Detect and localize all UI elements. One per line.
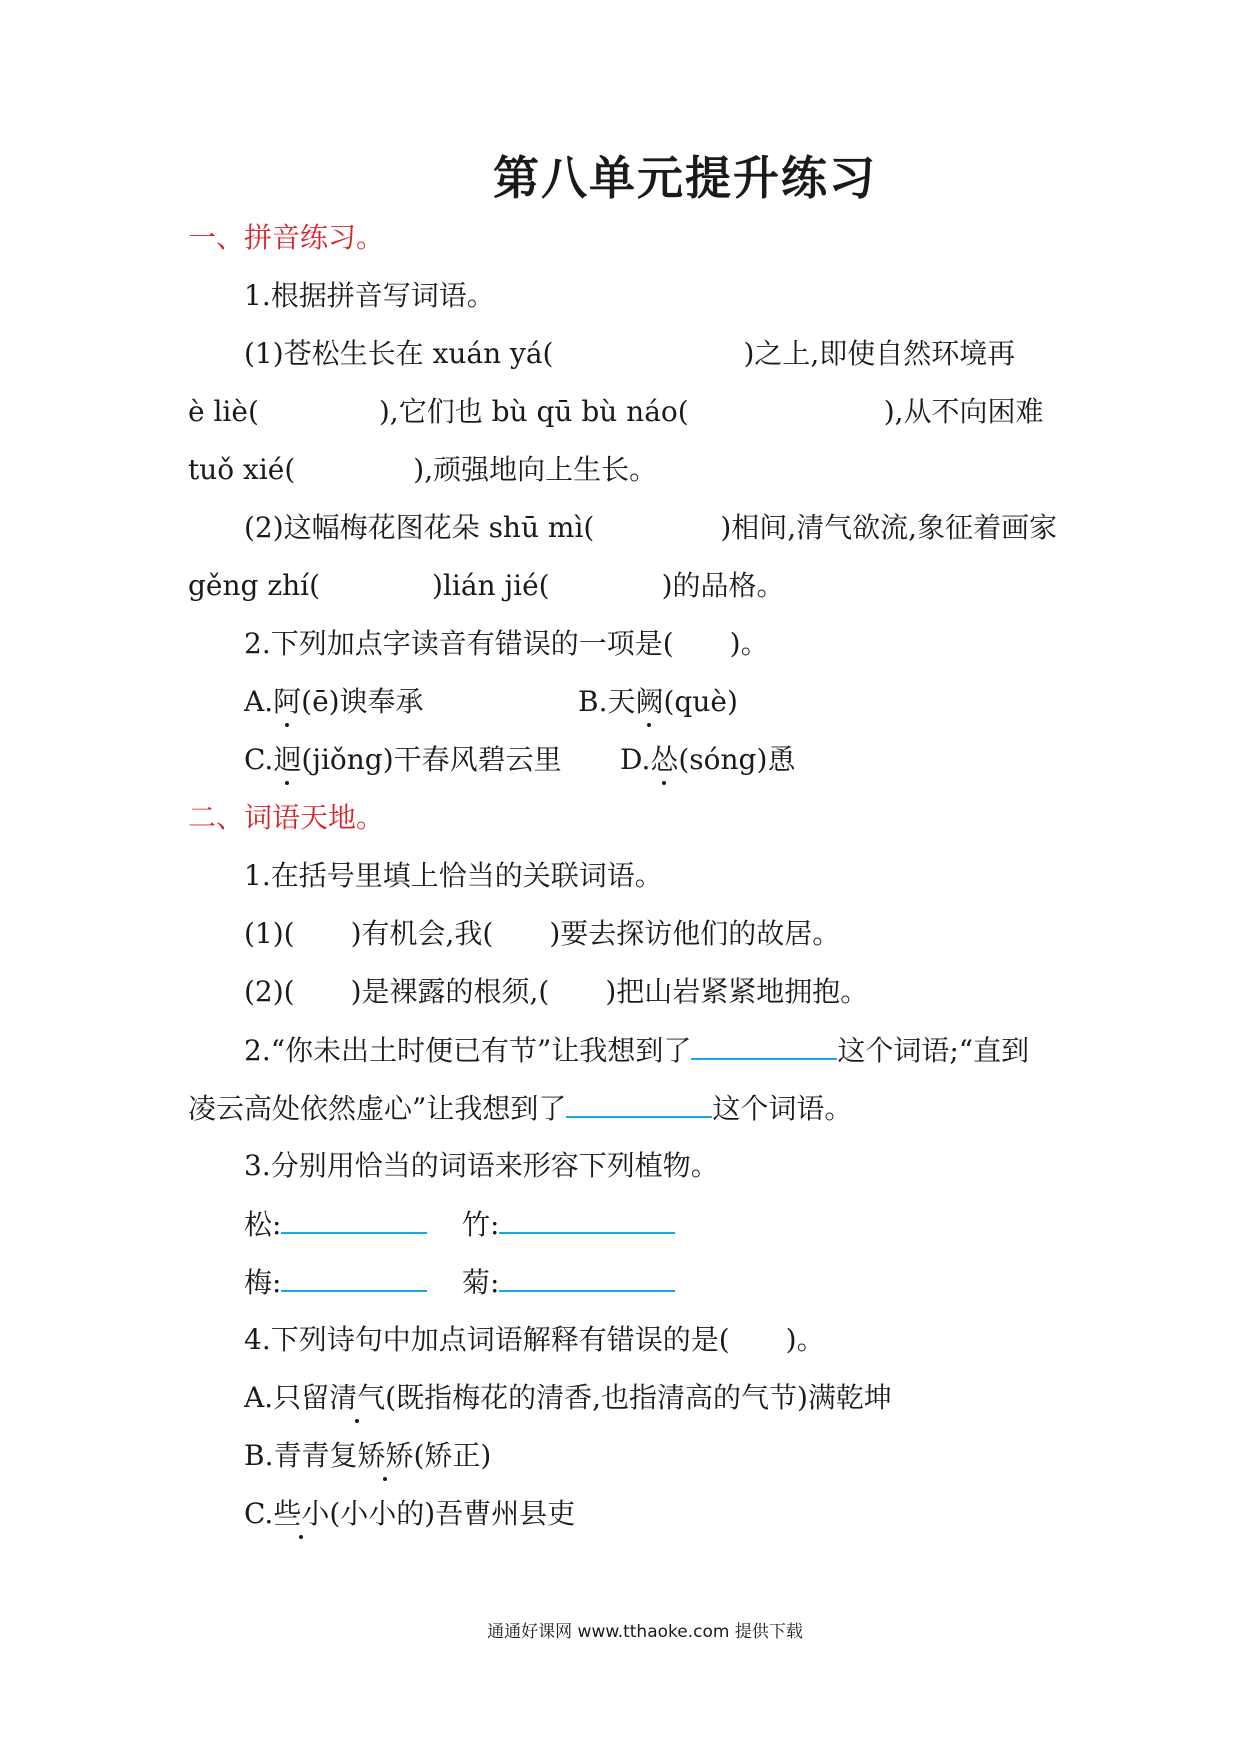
question-line: [244, 916, 840, 952]
question-text: ),从不向困难: [883, 395, 1044, 428]
question-text: 4.下列诗句中加点词语解释有错误的是(: [244, 1323, 730, 1356]
question-text: )相间,清气欲流,象征着画家: [720, 511, 1058, 544]
question-text: gěng zhí(: [188, 569, 321, 602]
dotted-word: [329, 1381, 385, 1414]
fill-bamboo: [462, 1206, 675, 1243]
question-text: 这个词语;“直到: [837, 1034, 1030, 1067]
option-label: C.: [244, 743, 274, 776]
question-text: è liè(: [188, 395, 259, 428]
plant-label: 竹:: [462, 1208, 500, 1241]
plant-label: 菊:: [462, 1266, 500, 1299]
dotted-char: 矫矫: [357, 1439, 414, 1472]
option-text: (què): [663, 685, 738, 718]
dotted-char: 阿: [273, 685, 302, 718]
option-text: (既指梅花的清香,也指清高的气节)满乾坤: [385, 1381, 892, 1414]
answer-line[interactable]: [499, 1206, 675, 1234]
question-line: [244, 1032, 1029, 1069]
dotted-char: 阙: [635, 685, 664, 718]
question-stem: [244, 1148, 719, 1184]
question-text: )的品格。: [661, 569, 785, 602]
question-text: (2)这幅梅花图花朵 shū mì(: [244, 511, 595, 544]
question-stem: [244, 626, 769, 662]
dotted-char: 怂: [650, 743, 679, 776]
question-text: (1)(: [244, 917, 295, 950]
question-text: )。: [729, 627, 769, 660]
question-text: )有机会,我(: [350, 917, 494, 950]
option-text: (ē)谀奉承: [301, 685, 424, 718]
option-c: [244, 1496, 575, 1532]
dotted-char: 些小: [273, 1497, 330, 1530]
question-text: 2.“你未出土时便已有节”让我想到了: [244, 1034, 692, 1067]
question-line: [188, 1090, 852, 1127]
option-a: [244, 684, 424, 720]
section-heading-words: 二、词语天地。: [188, 801, 385, 834]
option-b: [244, 1438, 491, 1474]
question-text: )要去探访他们的故居。: [549, 917, 841, 950]
answer-line[interactable]: [281, 1206, 427, 1234]
question-text: 1.根据拼音写词语。: [244, 279, 495, 312]
question-text: (1)苍松生长在 xuán yá(: [244, 337, 554, 370]
footer-credit: 通通好课网 www.tthaoke.com 提供下载: [487, 1622, 803, 1642]
question-text: )lián jié(: [432, 569, 550, 602]
option-c: [244, 742, 562, 778]
fill-plum: [244, 1264, 427, 1301]
plant-label: 松:: [244, 1208, 282, 1241]
option-b: [578, 684, 738, 720]
question-text: 这个词语。: [712, 1092, 853, 1125]
option-label: A.只留: [244, 1381, 330, 1414]
question-text: 2.下列加点字读音有错误的一项是(: [244, 627, 674, 660]
option-label: D.: [620, 743, 651, 776]
section-heading-pinyin: 一、拼音练习。: [188, 221, 385, 254]
question-stem: [244, 1322, 825, 1358]
question-text: 3.分别用恰当的词语来形容下列植物。: [244, 1149, 719, 1182]
answer-line[interactable]: [691, 1032, 837, 1060]
question-text: tuǒ xié(: [188, 453, 296, 486]
question-line: [188, 452, 657, 488]
question-text: )是裸露的根须,(: [350, 975, 550, 1008]
question-text: 1.在括号里填上恰当的关联词语。: [244, 859, 663, 892]
option-label: C.: [244, 1497, 274, 1530]
page-title: 第八单元提升练习: [493, 151, 877, 205]
question-text: 凌云高处依然虚心”让我想到了: [188, 1092, 567, 1125]
question-text: ),顽强地向上生长。: [413, 453, 658, 486]
question-line: [244, 510, 1057, 546]
plant-label: 梅:: [244, 1266, 282, 1299]
option-a: [244, 1380, 892, 1416]
question-text: )。: [785, 1323, 825, 1356]
question-stem: [244, 858, 663, 894]
option-text: (jiǒng)干春风碧云里: [301, 743, 562, 776]
question-text: ),它们也 bù qū bù náo(: [378, 395, 689, 428]
answer-line[interactable]: [566, 1090, 712, 1118]
option-label: B.天: [578, 685, 636, 718]
question-text: (2)(: [244, 975, 295, 1008]
question-text: )把山岩紧紧地拥抱。: [605, 975, 869, 1008]
option-d: [620, 742, 795, 778]
fill-pine: [244, 1206, 427, 1243]
question-stem: [244, 278, 495, 314]
dotted-char: 清气: [329, 1381, 386, 1414]
answer-line[interactable]: [281, 1264, 427, 1292]
option-text: (小小的)吾曹州县吏: [329, 1497, 576, 1530]
fill-chrysanthemum: [462, 1264, 675, 1301]
option-text: (sóng)恿: [678, 743, 796, 776]
option-label: B.青青复: [244, 1439, 358, 1472]
option-text: (矫正): [413, 1439, 492, 1472]
question-text: )之上,即使自然环境再: [743, 337, 1016, 370]
option-label: A.: [244, 685, 274, 718]
answer-line[interactable]: [499, 1264, 675, 1292]
question-line: [188, 394, 1044, 430]
question-line: [244, 974, 868, 1010]
question-line: [188, 568, 785, 604]
question-line: [244, 336, 1015, 372]
dotted-char: 迥: [273, 743, 302, 776]
